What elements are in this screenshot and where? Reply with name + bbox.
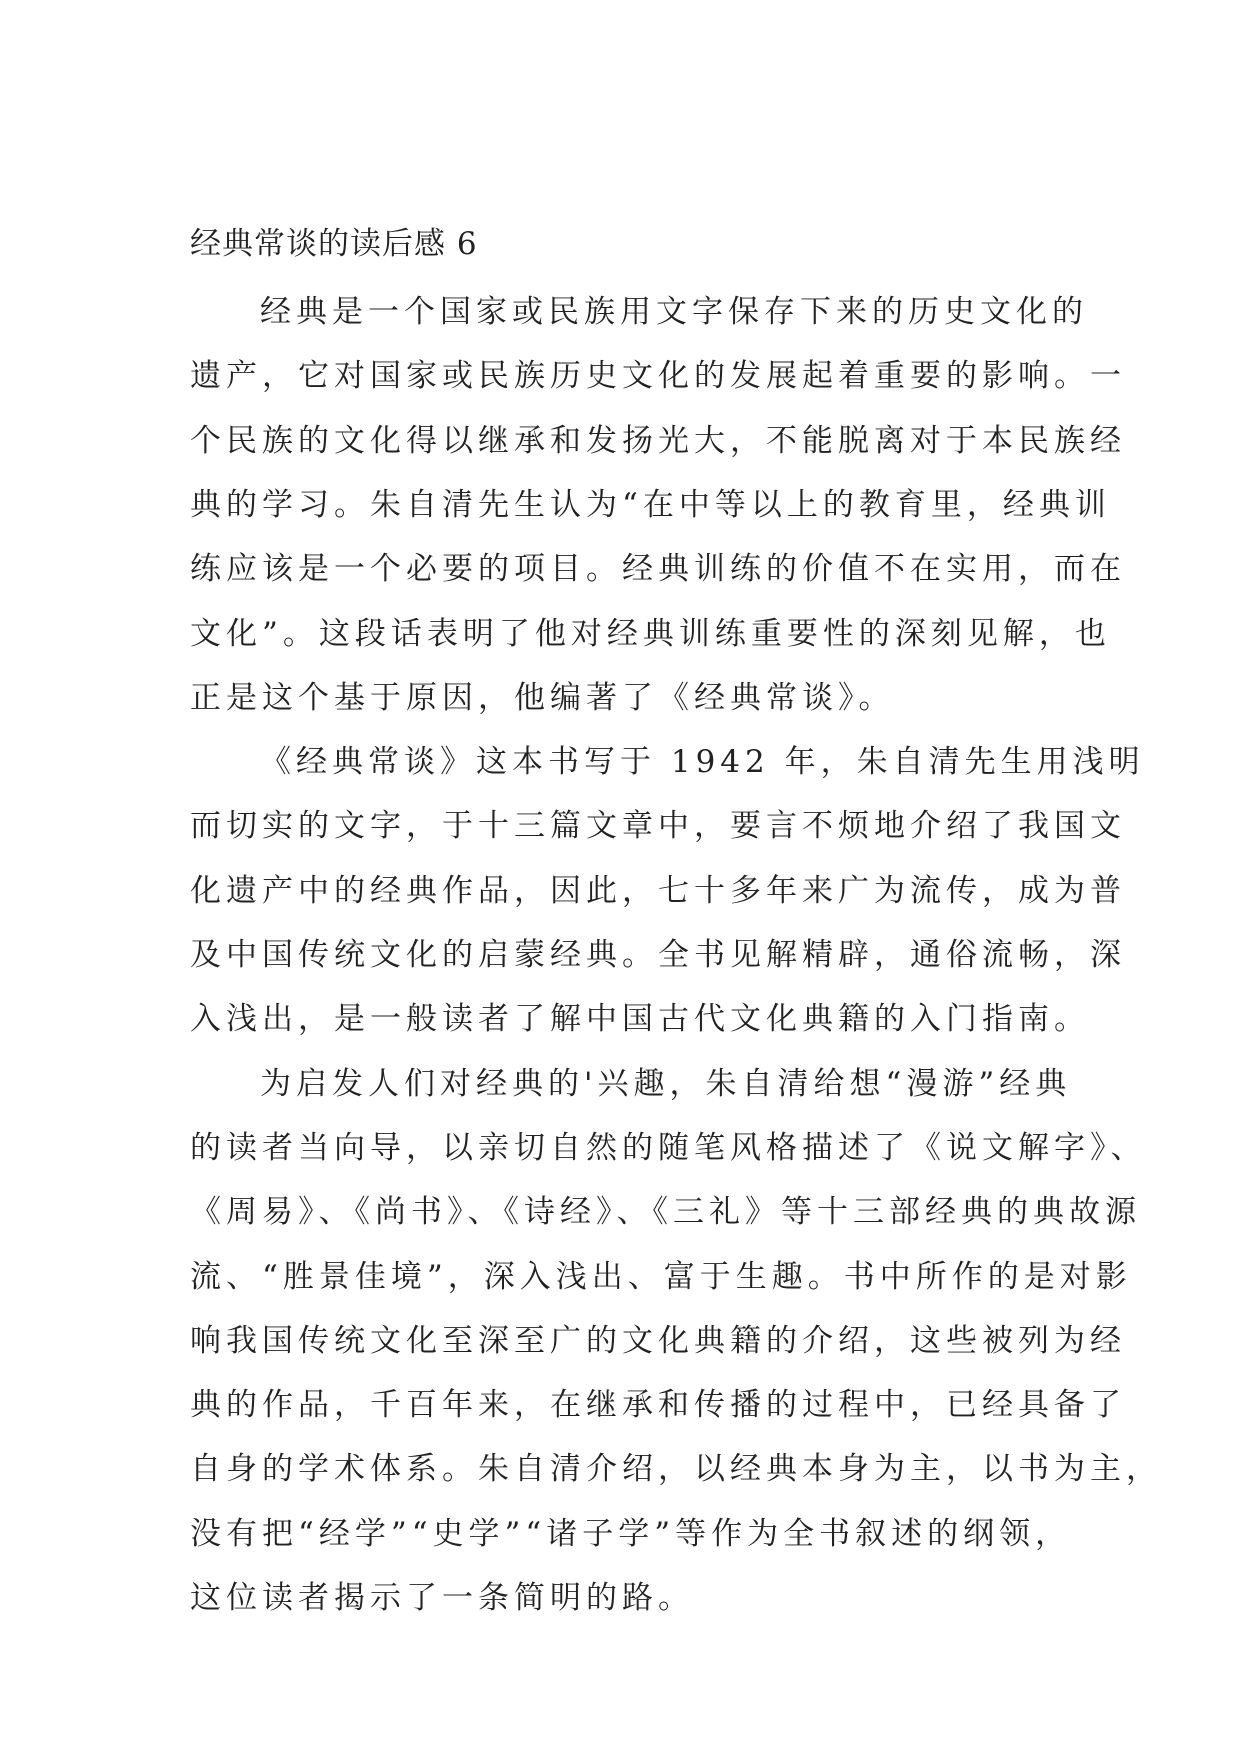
text-line: 及中国传统文化的启蒙经典。全书见解精辟，通俗流畅，深 xyxy=(190,937,1126,973)
document-title: 经典常谈的读后感 6 xyxy=(190,226,478,262)
text-line: 《经典常谈》这本书写于 1942 年，朱自清先生用浅明 xyxy=(260,744,1145,781)
text-line: 典的作品，千百年来，在继承和传播的过程中，已经具备了 xyxy=(190,1387,1126,1424)
text-line: 典的学习。朱自清先生认为“在中等以上的教育里，经典训 xyxy=(190,486,1111,523)
text-line: 《周易》、《尚书》、《诗经》、《三礼》等十三部经典的典故源 xyxy=(190,1194,1141,1231)
text-line: 而切实的文字，于十三篇文章中，要言不烦地介绍了我国文 xyxy=(190,808,1126,845)
text-line: 自身的学术体系。朱自清介绍，以经典本身为主，以书为主， xyxy=(190,1451,1162,1488)
text-line: 这位读者揭示了一条简明的路。 xyxy=(190,1580,694,1616)
text-line: 为启发人们对经典的'兴趣，朱自清给想“漫游”经典 xyxy=(260,1065,1072,1102)
text-line: 文化”。这段话表明了他对经典训练重要性的深刻见解，也 xyxy=(190,615,1111,652)
text-line: 响我国传统文化至深至广的文化典籍的介绍，这些被列为经 xyxy=(190,1322,1126,1359)
text-line: 流、“胜景佳境”，深入浅出、富于生趣。书中所作的是对影 xyxy=(190,1258,1132,1295)
text-line: 化遗产中的经典作品，因此，七十多年来广为流传，成为普 xyxy=(190,872,1126,909)
text-line: 个民族的文化得以继承和发扬光大，不能脱离对于本民族经 xyxy=(190,422,1126,459)
text-line: 没有把“经学”“史学”“诸子学”等作为全书叙述的纲领， xyxy=(190,1515,1072,1552)
text-line: 入浅出，是一般读者了解中国古代文化典籍的入门指南。 xyxy=(190,1001,1090,1038)
text-line: 经典是一个国家或民族用文字保存下来的历史文化的 xyxy=(260,294,1088,330)
text-line: 的读者当向导，以亲切自然的随笔风格描述了《说文解字》、 xyxy=(190,1129,1147,1166)
text-line: 正是这个基于原因，他编著了《经典常谈》。 xyxy=(190,679,895,716)
text-line: 遗产，它对国家或民族历史文化的发展起着重要的影响。一 xyxy=(190,358,1126,395)
text-line: 练应该是一个必要的项目。经典训练的价值不在实用，而在 xyxy=(190,551,1126,588)
